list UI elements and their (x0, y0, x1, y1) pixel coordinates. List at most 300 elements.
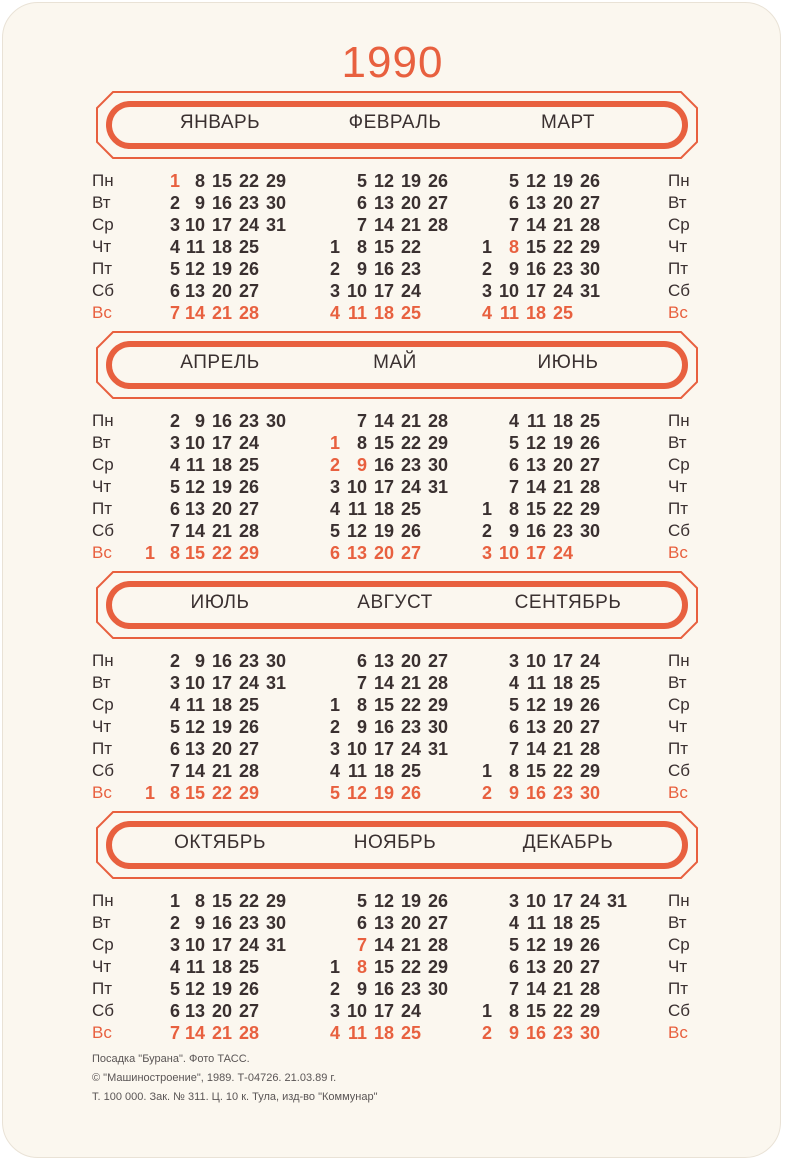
day-number: 10 (346, 281, 367, 301)
weekday-label: Сб (668, 521, 691, 540)
day-number: 17 (552, 651, 573, 671)
weekday-label: Ср (92, 935, 114, 954)
day-number: 19 (552, 433, 573, 453)
day-number: 25 (552, 303, 573, 323)
weekday-label: Ср (668, 695, 690, 714)
day-number: 12 (184, 259, 205, 279)
day-number: 20 (552, 455, 573, 475)
day-number: 12 (346, 783, 367, 803)
day-number: 20 (552, 193, 573, 213)
day-number: 29 (265, 891, 286, 911)
day-number: 2 (169, 193, 180, 213)
day-number: 21 (211, 761, 232, 781)
day-number: 29 (579, 761, 600, 781)
day-number: 22 (238, 891, 259, 911)
day-number: 22 (552, 237, 573, 257)
day-number: 22 (211, 783, 232, 803)
day-number: 15 (525, 499, 546, 519)
day-number: 15 (525, 761, 546, 781)
day-number: 1 (144, 783, 155, 803)
day-number: 9 (194, 411, 205, 431)
day-number: 11 (526, 411, 546, 431)
day-number: 26 (400, 783, 421, 803)
day-number: 21 (552, 979, 573, 999)
weekday-label: Чт (668, 957, 688, 976)
day-number: 8 (508, 237, 519, 257)
day-number: 9 (508, 521, 519, 541)
day-number: 25 (238, 237, 259, 257)
weekday-label: Сб (92, 1001, 115, 1020)
day-number: 2 (169, 411, 180, 431)
day-number: 2 (481, 259, 492, 279)
day-number: 1 (144, 543, 155, 563)
day-number: 25 (238, 455, 259, 475)
day-number: 26 (579, 433, 600, 453)
day-number: 22 (400, 237, 421, 257)
day-number: 30 (579, 521, 600, 541)
imprint-line: Посадка "Бурана". Фото ТАСС. (92, 1053, 250, 1065)
day-number: 9 (194, 913, 205, 933)
day-number: 10 (184, 935, 205, 955)
day-number: 8 (356, 237, 367, 257)
day-number: 6 (356, 913, 367, 933)
day-number: 13 (184, 281, 205, 301)
day-number: 16 (525, 521, 546, 541)
day-number: 27 (427, 651, 448, 671)
day-number: 10 (346, 739, 367, 759)
day-number: 1 (481, 761, 492, 781)
weekday-label: Пн (92, 891, 114, 910)
day-number: 4 (508, 913, 519, 933)
day-number: 1 (329, 237, 340, 257)
day-number: 7 (508, 215, 519, 235)
day-number: 5 (169, 259, 180, 279)
day-number: 25 (400, 1023, 421, 1043)
weekday-label: Пт (92, 499, 113, 518)
weekday-label: Вс (668, 1023, 688, 1042)
day-number: 1 (481, 1001, 492, 1021)
day-number: 13 (373, 193, 394, 213)
month-name: ЯНВАРЬ (179, 112, 261, 133)
day-number: 8 (508, 1001, 519, 1021)
day-number: 10 (498, 281, 519, 301)
day-number: 16 (211, 913, 232, 933)
day-number: 6 (508, 193, 519, 213)
day-number: 23 (400, 717, 421, 737)
month-name: ДЕКАБРЬ (522, 832, 614, 853)
month-name: ИЮНЬ (537, 352, 599, 373)
weekday-label: Пн (668, 651, 690, 670)
day-number: 9 (356, 979, 367, 999)
day-number: 1 (169, 891, 180, 911)
day-number: 10 (184, 433, 205, 453)
day-number: 21 (400, 411, 421, 431)
day-number: 3 (329, 281, 340, 301)
day-number: 29 (427, 695, 448, 715)
day-number: 6 (508, 957, 519, 977)
weekday-label: Пн (668, 411, 690, 430)
day-number: 24 (238, 433, 259, 453)
day-number: 5 (508, 171, 519, 191)
month-name: СЕНТЯБРЬ (514, 592, 622, 613)
day-number: 21 (552, 215, 573, 235)
day-number: 14 (373, 673, 394, 693)
day-number: 3 (508, 651, 519, 671)
day-number: 12 (373, 171, 394, 191)
day-number: 24 (400, 477, 421, 497)
day-number: 31 (579, 281, 600, 301)
day-number: 30 (265, 193, 286, 213)
day-number: 18 (552, 673, 573, 693)
day-number: 3 (169, 935, 180, 955)
day-number: 16 (211, 651, 232, 671)
day-number: 6 (169, 1001, 180, 1021)
day-number: 14 (184, 521, 205, 541)
weekday-label: Пн (92, 651, 114, 670)
day-number: 20 (400, 651, 421, 671)
day-number: 22 (552, 499, 573, 519)
weekday-label: Вт (92, 913, 111, 932)
day-number: 14 (373, 215, 394, 235)
day-number: 5 (329, 521, 340, 541)
day-number: 13 (346, 543, 367, 563)
day-number: 18 (525, 303, 546, 323)
day-number: 22 (211, 543, 232, 563)
day-number: 6 (356, 193, 367, 213)
day-number: 30 (265, 411, 286, 431)
weekday-label: Пт (92, 739, 113, 758)
day-number: 6 (356, 651, 367, 671)
day-number: 27 (579, 455, 600, 475)
day-number: 3 (169, 673, 180, 693)
day-number: 29 (579, 237, 600, 257)
day-number: 26 (427, 891, 448, 911)
day-number: 4 (169, 695, 180, 715)
day-number: 24 (238, 215, 259, 235)
day-number: 25 (579, 913, 600, 933)
day-number: 16 (211, 193, 232, 213)
day-number: 2 (169, 913, 180, 933)
weekday-label: Вт (668, 193, 687, 212)
weekday-label: Чт (92, 237, 112, 256)
day-number: 25 (579, 673, 600, 693)
day-number: 11 (347, 499, 367, 519)
weekday-label: Ср (668, 935, 690, 954)
day-number: 11 (185, 695, 205, 715)
day-number: 22 (552, 761, 573, 781)
day-number: 3 (508, 891, 519, 911)
day-number: 26 (579, 171, 600, 191)
day-number: 28 (579, 979, 600, 999)
day-number: 17 (211, 935, 232, 955)
day-number: 24 (552, 543, 573, 563)
day-number: 29 (579, 1001, 600, 1021)
day-number: 28 (238, 303, 259, 323)
day-number: 28 (427, 215, 448, 235)
day-number: 26 (238, 717, 259, 737)
day-number: 8 (169, 543, 180, 563)
day-number: 17 (373, 1001, 394, 1021)
day-number: 20 (400, 193, 421, 213)
day-number: 17 (211, 673, 232, 693)
day-number: 19 (552, 935, 573, 955)
day-number: 18 (373, 1023, 394, 1043)
weekday-label: Вс (92, 543, 112, 562)
day-number: 8 (356, 957, 367, 977)
day-number: 17 (211, 433, 232, 453)
day-number: 10 (525, 651, 546, 671)
day-number: 7 (169, 1023, 180, 1043)
day-number: 10 (184, 215, 205, 235)
weekday-label: Пт (668, 259, 689, 278)
day-number: 22 (238, 171, 259, 191)
day-number: 18 (211, 237, 232, 257)
day-number: 18 (373, 303, 394, 323)
weekday-label: Ср (92, 455, 114, 474)
day-number: 27 (400, 543, 421, 563)
weekday-label: Чт (668, 237, 688, 256)
day-number: 30 (265, 651, 286, 671)
day-number: 14 (525, 979, 546, 999)
day-number: 2 (329, 455, 340, 475)
day-number: 25 (238, 957, 259, 977)
day-number: 3 (481, 543, 492, 563)
day-number: 27 (579, 717, 600, 737)
day-number: 23 (238, 651, 259, 671)
weekday-label: Вс (668, 543, 688, 562)
day-number: 21 (211, 1023, 232, 1043)
day-number: 4 (329, 761, 340, 781)
day-number: 21 (400, 215, 421, 235)
day-number: 13 (184, 1001, 205, 1021)
day-number: 11 (347, 761, 367, 781)
day-number: 12 (525, 433, 546, 453)
month-name: АВГУСТ (357, 592, 433, 613)
day-number: 12 (346, 521, 367, 541)
day-number: 21 (211, 303, 232, 323)
day-number: 7 (169, 761, 180, 781)
day-number: 26 (579, 695, 600, 715)
day-number: 6 (169, 739, 180, 759)
day-number: 18 (211, 455, 232, 475)
day-number: 1 (329, 695, 340, 715)
day-number: 2 (481, 1023, 492, 1043)
day-number: 27 (238, 499, 259, 519)
day-number: 13 (184, 499, 205, 519)
day-number: 7 (508, 979, 519, 999)
day-number: 10 (346, 1001, 367, 1021)
day-number: 25 (579, 411, 600, 431)
day-number: 15 (184, 783, 205, 803)
day-number: 29 (238, 783, 259, 803)
day-number: 23 (400, 979, 421, 999)
weekday-label: Чт (92, 477, 112, 496)
day-number: 14 (525, 739, 546, 759)
day-number: 23 (238, 411, 259, 431)
day-number: 10 (184, 673, 205, 693)
day-number: 9 (194, 193, 205, 213)
day-number: 11 (526, 673, 546, 693)
weekday-label: Пт (668, 739, 689, 758)
day-number: 18 (552, 411, 573, 431)
day-number: 14 (373, 935, 394, 955)
day-number: 24 (400, 1001, 421, 1021)
weekday-label: Сб (92, 521, 115, 540)
weekday-label: Вс (668, 783, 688, 802)
day-number: 14 (184, 303, 205, 323)
day-number: 6 (169, 281, 180, 301)
day-number: 21 (552, 477, 573, 497)
day-number: 16 (373, 259, 394, 279)
imprint-line: Т. 100 000. Зак. № 311. Ц. 10 к. Тула, изд-во "Коммунар" (92, 1091, 378, 1103)
day-number: 22 (400, 433, 421, 453)
day-number: 31 (265, 673, 286, 693)
month-name: ФЕВРАЛЬ (348, 112, 442, 133)
day-number: 17 (373, 477, 394, 497)
day-number: 22 (400, 957, 421, 977)
day-number: 15 (525, 1001, 546, 1021)
day-number: 17 (373, 739, 394, 759)
day-number: 19 (400, 171, 421, 191)
day-number: 23 (238, 913, 259, 933)
weekday-label: Ср (668, 215, 690, 234)
day-number: 8 (508, 499, 519, 519)
day-number: 12 (373, 891, 394, 911)
weekday-label: Пт (668, 979, 689, 998)
day-number: 16 (373, 455, 394, 475)
day-number: 11 (185, 237, 205, 257)
weekday-label: Вс (92, 783, 112, 802)
day-number: 27 (238, 281, 259, 301)
day-number: 7 (169, 521, 180, 541)
day-number: 12 (184, 979, 205, 999)
weekday-label: Пт (92, 259, 113, 278)
month-name: ИЮЛЬ (190, 592, 250, 613)
day-number: 31 (427, 477, 448, 497)
weekday-label: Вт (92, 673, 111, 692)
day-number: 23 (400, 455, 421, 475)
day-number: 16 (525, 1023, 546, 1043)
weekday-label: Вс (92, 1023, 112, 1042)
day-number: 5 (356, 891, 367, 911)
day-number: 25 (400, 761, 421, 781)
day-number: 28 (238, 1023, 259, 1043)
weekday-label: Сб (668, 761, 691, 780)
day-number: 16 (525, 259, 546, 279)
day-number: 27 (427, 913, 448, 933)
day-number: 23 (552, 783, 573, 803)
day-number: 18 (552, 913, 573, 933)
day-number: 9 (508, 1023, 519, 1043)
day-number: 5 (169, 477, 180, 497)
day-number: 22 (552, 1001, 573, 1021)
day-number: 28 (427, 935, 448, 955)
day-number: 27 (579, 957, 600, 977)
month-name: МАЙ (373, 352, 417, 373)
day-number: 4 (329, 499, 340, 519)
day-number: 9 (356, 259, 367, 279)
day-number: 18 (211, 957, 232, 977)
day-number: 15 (373, 957, 394, 977)
day-number: 4 (508, 411, 519, 431)
day-number: 11 (347, 1023, 367, 1043)
day-number: 26 (238, 259, 259, 279)
day-number: 2 (481, 521, 492, 541)
day-number: 19 (373, 521, 394, 541)
weekday-label: Пн (668, 891, 690, 910)
day-number: 30 (427, 979, 448, 999)
day-number: 15 (211, 891, 232, 911)
day-number: 25 (400, 499, 421, 519)
day-number: 9 (194, 651, 205, 671)
day-number: 30 (265, 913, 286, 933)
day-number: 24 (552, 281, 573, 301)
day-number: 27 (238, 1001, 259, 1021)
day-number: 1 (481, 237, 492, 257)
year-title: 1990 (341, 38, 444, 87)
day-number: 31 (606, 891, 627, 911)
day-number: 27 (238, 739, 259, 759)
day-number: 29 (265, 171, 286, 191)
day-number: 8 (194, 891, 205, 911)
day-number: 7 (508, 739, 519, 759)
day-number: 12 (184, 717, 205, 737)
day-number: 28 (427, 411, 448, 431)
weekday-label: Ср (668, 455, 690, 474)
day-number: 4 (169, 957, 180, 977)
day-number: 18 (373, 761, 394, 781)
weekday-label: Вс (92, 303, 112, 322)
day-number: 13 (373, 913, 394, 933)
day-number: 20 (211, 281, 232, 301)
day-number: 25 (238, 695, 259, 715)
day-number: 13 (184, 739, 205, 759)
day-number: 17 (525, 281, 546, 301)
day-number: 28 (238, 761, 259, 781)
day-number: 23 (238, 193, 259, 213)
month-name: ОКТЯБРЬ (174, 832, 266, 853)
day-number: 10 (498, 543, 519, 563)
day-number: 1 (481, 499, 492, 519)
day-number: 15 (525, 237, 546, 257)
day-number: 4 (329, 1023, 340, 1043)
day-number: 8 (169, 783, 180, 803)
day-number: 14 (525, 215, 546, 235)
day-number: 11 (185, 957, 205, 977)
weekday-label: Ср (92, 695, 114, 714)
day-number: 24 (579, 891, 600, 911)
weekday-label: Сб (668, 281, 691, 300)
day-number: 18 (373, 499, 394, 519)
day-number: 11 (526, 913, 546, 933)
weekday-label: Вт (92, 193, 111, 212)
day-number: 29 (238, 543, 259, 563)
day-number: 14 (373, 411, 394, 431)
day-number: 19 (211, 477, 232, 497)
day-number: 8 (508, 761, 519, 781)
day-number: 7 (169, 303, 180, 323)
day-number: 23 (552, 1023, 573, 1043)
day-number: 19 (211, 979, 232, 999)
day-number: 19 (552, 695, 573, 715)
day-number: 12 (525, 695, 546, 715)
day-number: 3 (169, 433, 180, 453)
weekday-label: Чт (92, 957, 112, 976)
day-number: 4 (169, 455, 180, 475)
weekday-label: Сб (92, 761, 115, 780)
day-number: 14 (184, 1023, 205, 1043)
day-number: 5 (356, 171, 367, 191)
